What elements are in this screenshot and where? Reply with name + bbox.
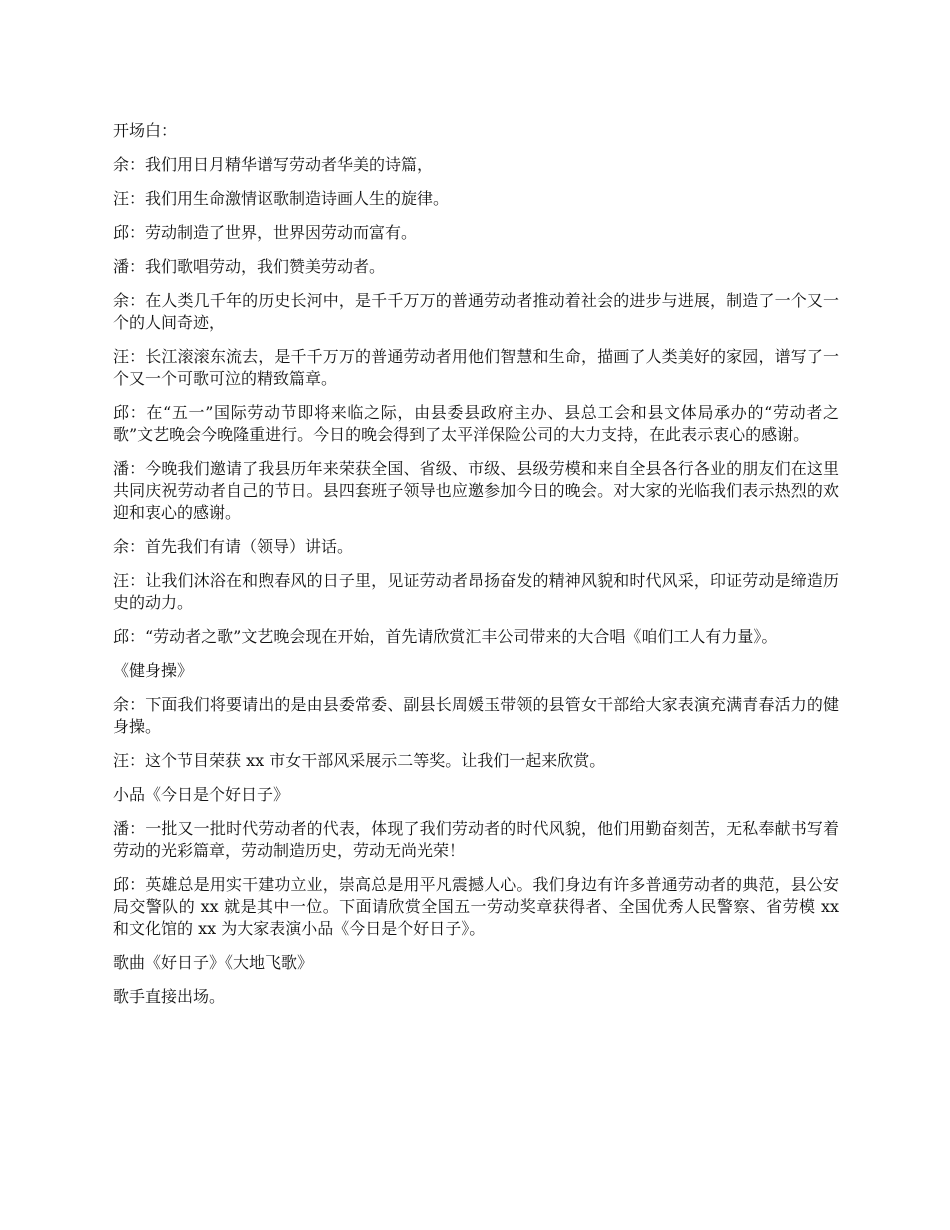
paragraph-line: 余：我们用日月精华谱写劳动者华美的诗篇， xyxy=(113,155,434,174)
paragraph-line: 歌手直接出场。 xyxy=(113,987,226,1006)
section-heading-skit: 小品《今日是个好日子》 xyxy=(113,785,290,804)
paragraph-line: 汪：让我们沐浴在和煦春风的日子里，见证劳动者昂扬奋发的精神风貌和时代风采，印证劳动是缔造历史的动力。 xyxy=(113,571,839,612)
paragraph-line: 邱：在“五一”国际劳动节即将来临之际，由县委县政府主办、县总工会和县文体局承办的“劳动者之歌”文艺晚会今晚隆重进行。今日的晚会得到了太平洋保险公司的大力支持，在此表示衷心的感谢。 xyxy=(113,403,839,444)
section-heading-songs: 歌曲《好日子》《大地飞歌》 xyxy=(113,953,314,972)
paragraph-line: 潘：我们歌唱劳动，我们赞美劳动者。 xyxy=(113,257,386,276)
paragraph-opening-heading: 开场白： xyxy=(113,121,178,140)
paragraph-line: 邱：“劳动者之歌”文艺晚会现在开始，首先请欣赏汇丰公司带来的大合唱《咱们工人有力量》。 xyxy=(113,627,778,646)
paragraph-line: 汪：我们用生命激情讴歌制造诗画人生的旋律。 xyxy=(113,189,450,208)
paragraph-line: 汪：长江滚滚东流去，是千千万万的普通劳动者用他们智慧和生命，描画了人类美好的家园，谱写了一个又一个可歌可泣的精致篇章。 xyxy=(113,347,839,388)
paragraph-line: 余：在人类几千年的历史长河中，是千千万万的普通劳动者推动着社会的进步与进展，制造了一个又一个的人间奇迹， xyxy=(113,291,839,332)
section-heading-fitness: 《健身操》 xyxy=(113,661,194,680)
paragraph-line: 汪：这个节目荣获 xx 市女干部风采展示二等奖。让我们一起来欣赏。 xyxy=(113,751,606,770)
paragraph-line: 邱：英雄总是用实干建功立业，崇高总是用平凡震撼人心。我们身边有许多普通劳动者的典范，县公安局交警队的 xx 就是其中一位。下面请欣赏全国五一劳动奖章获得者、全国优秀人民警察、省劳模 xx 和文化馆的 xx 为大家表演小品《今日是个好日子》。 xyxy=(113,875,839,938)
paragraph-line: 余：下面我们将要请出的是由县委常委、副县长周媛玉带领的县管女干部给大家表演充满青春活力的健身操。 xyxy=(113,695,839,736)
document-page xyxy=(113,120,839,1020)
paragraph-line: 潘：今晚我们邀请了我县历年来荣获全国、省级、市级、县级劳模和来自全县各行各业的朋友们在这里共同庆祝劳动者自己的节日。县四套班子领导也应邀参加今日的晚会。对大家的光临我们表示热烈的欢迎和衷心的感谢。 xyxy=(113,459,839,522)
paragraph-line: 潘：一批又一批时代劳动者的代表，体现了我们劳动者的时代风貌，他们用勤奋刻苦，无私奉献书写着劳动的光彩篇章，劳动制造历史，劳动无尚光荣！ xyxy=(113,819,839,860)
paragraph-line: 余：首先我们有请（领导）讲话。 xyxy=(113,537,354,556)
paragraph-line: 邱：劳动制造了世界，世界因劳动而富有。 xyxy=(113,223,418,242)
